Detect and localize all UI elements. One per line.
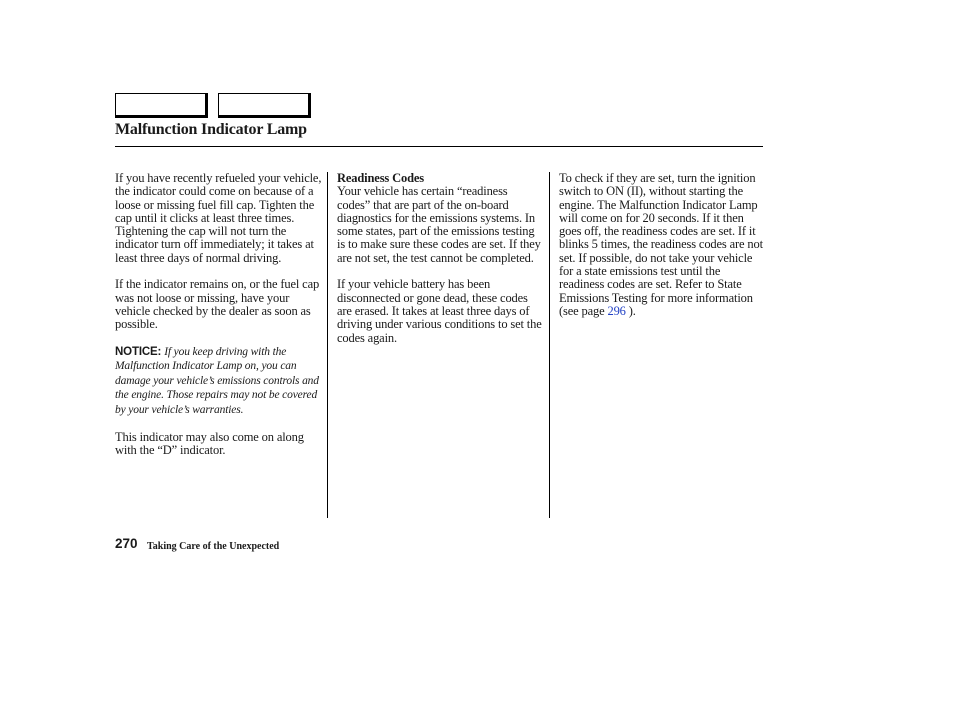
column-divider-1 (327, 172, 328, 518)
page-number: 270 (115, 536, 138, 551)
section-title: Taking Care of the Unexpected (147, 541, 280, 552)
column-divider-2 (549, 172, 550, 518)
indicator-remains-paragraph: If the indicator remains on, or the fuel cap was not loose or missing, have your vehicle checked by the dealer as soon as possible. (115, 277, 320, 332)
notice-block (115, 345, 325, 418)
notice-label: NOTICE: (115, 345, 162, 358)
page-title: Malfunction Indicator Lamp (115, 121, 307, 138)
notice-text: If you keep driving with the Malfunction Indicator Lamp on, you can damage your vehicle’s emissions controls and the engine. Those repairs may not be covered by your vehicle’s warranties. (115, 345, 319, 416)
next-page-button[interactable] (218, 93, 311, 118)
page-296-link[interactable]: 296 (607, 303, 626, 318)
text-column-2 (337, 172, 542, 345)
text-column-1 (115, 172, 325, 457)
readiness-codes-heading: Readiness Codes (337, 171, 424, 185)
refuel-paragraph: If you have recently refueled your vehicle, the indicator could come on because of a loose or missing fuel fill cap. Tighten the cap until it clicks at least three times. Tightening the cap will not turn the indicator turn off immediately; it takes at least three days of normal driving. (115, 171, 322, 265)
check-codes-end: ). (625, 303, 636, 318)
check-codes-paragraph (559, 172, 764, 318)
previous-page-button[interactable] (115, 93, 208, 118)
d-indicator-paragraph: This indicator may also come on along with the “D” indicator. (115, 429, 304, 457)
title-divider (115, 146, 763, 147)
battery-paragraph: If your vehicle battery has been disconnected or gone dead, these codes are erased. It takes at least three days of driving under various conditions to set the codes again. (337, 277, 542, 345)
text-column-3 (559, 172, 764, 318)
readiness-codes-paragraph: Your vehicle has certain “readiness codes” that are part of the on-board diagnostics for the emissions systems. In some states, part of the emissions testing is to make sure these codes are set. If they are not set, the test cannot be completed. (337, 184, 541, 265)
check-codes-text: To check if they are set, turn the ignition switch to ON (II), without starting the engine. The Malfunction Indicator Lamp will come on for 20 seconds. If it then goes off, the readiness codes are set. If it blinks 5 times, the readiness codes are not set. If possible, do not take your vehicle for a state emissions test until the readiness codes are set. Refer to State Emissions Testing for more information (see page (559, 171, 763, 318)
